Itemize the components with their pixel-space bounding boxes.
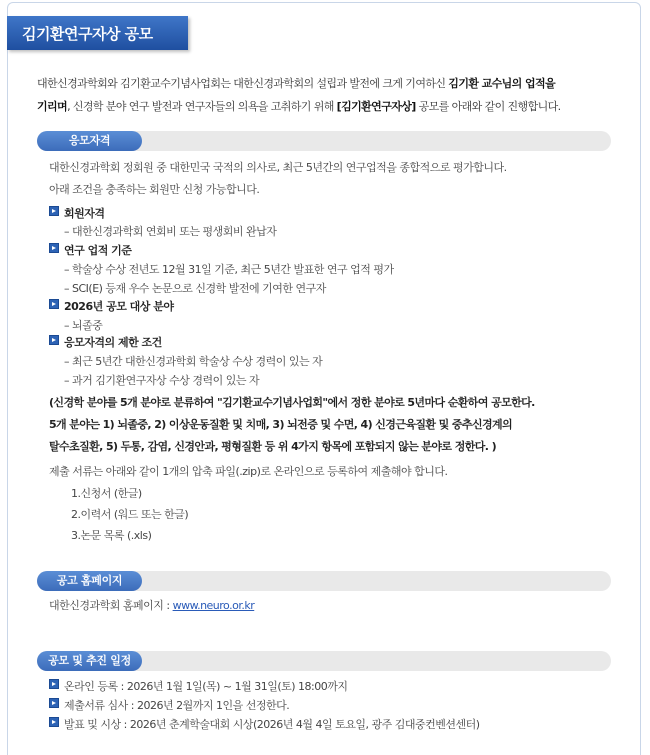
homepage-link[interactable]: www.neuro.or.kr — [172, 599, 255, 612]
criteria-detail: – 대한신경과학회 연회비 또는 평생회비 완납자 — [64, 225, 277, 238]
schedule-item: 발표 및 시상 : 2026년 춘계학술대회 시상(2026년 4월 4일 토요일, 광주 김대중컨벤션센터) — [64, 718, 480, 731]
submission-intro: 제출 서류는 아래와 같이 1개의 압축 파일(.zip)로 온라인으로 등록하여 제출해야 합니다. — [49, 465, 448, 478]
bullet-arrow-icon — [49, 243, 59, 253]
eligibility-header: 응모자격 — [37, 131, 142, 151]
homepage-label: 대한신경과학회 홈페이지 : — [49, 599, 173, 612]
intro-text-1: 대한신경과학회와 김기환교수기념사업회는 대한신경과학회의 설립과 발전에 크게 기여하신 — [37, 77, 449, 90]
document-item: 1.신청서 (한글) — [71, 487, 142, 500]
rotation-note-line-3: 탈수초질환, 5) 두통, 감염, 신경안과, 평형질환 등 위 4가지 항목에 포함되지 않는 분야로 정한다. ) — [49, 440, 497, 453]
eligibility-desc-1: 대한신경과학회 정회원 중 대한민국 국적의 의사로, 최근 5년간의 연구업적을 종합적으로 평가합니다. — [49, 161, 507, 174]
page-title: 김기환연구자상 공모 — [7, 16, 188, 50]
homepage-line — [49, 597, 254, 613]
rotation-note-line-1: (신경학 분야를 5개 분야로 분류하여 "김기환교수기념사업회"에서 정한 분야로 5년마다 순환하여 공모한다. — [49, 396, 535, 409]
bullet-arrow-icon — [49, 206, 59, 216]
criteria-detail: – 학술상 수상 전년도 12월 31일 기준, 최근 5년간 발표한 연구 업적 평가 — [64, 263, 394, 276]
bullet-arrow-icon — [49, 299, 59, 309]
schedule-item: 제출서류 심사 : 2026년 2월까지 1인을 선정한다. — [64, 699, 290, 712]
criteria-title: 회원자격 — [64, 207, 105, 220]
schedule-item: 온라인 등록 : 2026년 1월 1일(목) ~ 1월 31일(토) 18:00까지 — [64, 680, 348, 693]
criteria-title: 연구 업적 기준 — [64, 244, 132, 257]
intro-bold-1: 김기환 교수님의 업적을 — [448, 77, 556, 90]
intro-bold-2: 기리며 — [37, 100, 68, 113]
criteria-detail: – 과거 김기환연구자상 수상 경력이 있는 자 — [64, 374, 260, 387]
intro-bold-3: [김기환연구자상] — [336, 100, 416, 113]
bullet-arrow-icon — [49, 698, 59, 708]
homepage-header: 공고 홈페이지 — [37, 571, 142, 591]
bullet-arrow-icon — [49, 679, 59, 689]
criteria-detail: – SCI(E) 등재 우수 논문으로 신경학 발전에 기여한 연구자 — [64, 282, 326, 295]
bullet-arrow-icon — [49, 717, 59, 727]
criteria-title: 2026년 공모 대상 분야 — [64, 300, 174, 313]
schedule-header: 공모 및 추진 일정 — [37, 651, 142, 671]
document-item: 3.논문 목록 (.xls) — [71, 529, 152, 542]
criteria-detail: – 최근 5년간 대한신경과학회 학술상 수상 경력이 있는 자 — [64, 355, 323, 368]
intro-text-2: , 신경학 분야 연구 발전과 연구자들의 의욕을 고취하기 위해 — [67, 100, 337, 113]
criteria-detail: – 뇌졸중 — [64, 319, 103, 332]
rotation-note-line-2: 5개 분야는 1) 뇌졸중, 2) 이상운동질환 및 치매, 3) 뇌전증 및 수면, 4) 신경근육질환 및 중추신경계의 — [49, 418, 513, 431]
document-item: 2.이력서 (워드 또는 한글) — [71, 508, 189, 521]
intro-text-3: 공모를 아래와 같이 진행합니다. — [415, 100, 561, 113]
criteria-title: 응모자격의 제한 조건 — [64, 336, 162, 349]
intro-paragraph — [37, 72, 607, 118]
bullet-arrow-icon — [49, 335, 59, 345]
eligibility-desc-2: 아래 조건을 충족하는 회원만 신청 가능합니다. — [49, 183, 260, 196]
